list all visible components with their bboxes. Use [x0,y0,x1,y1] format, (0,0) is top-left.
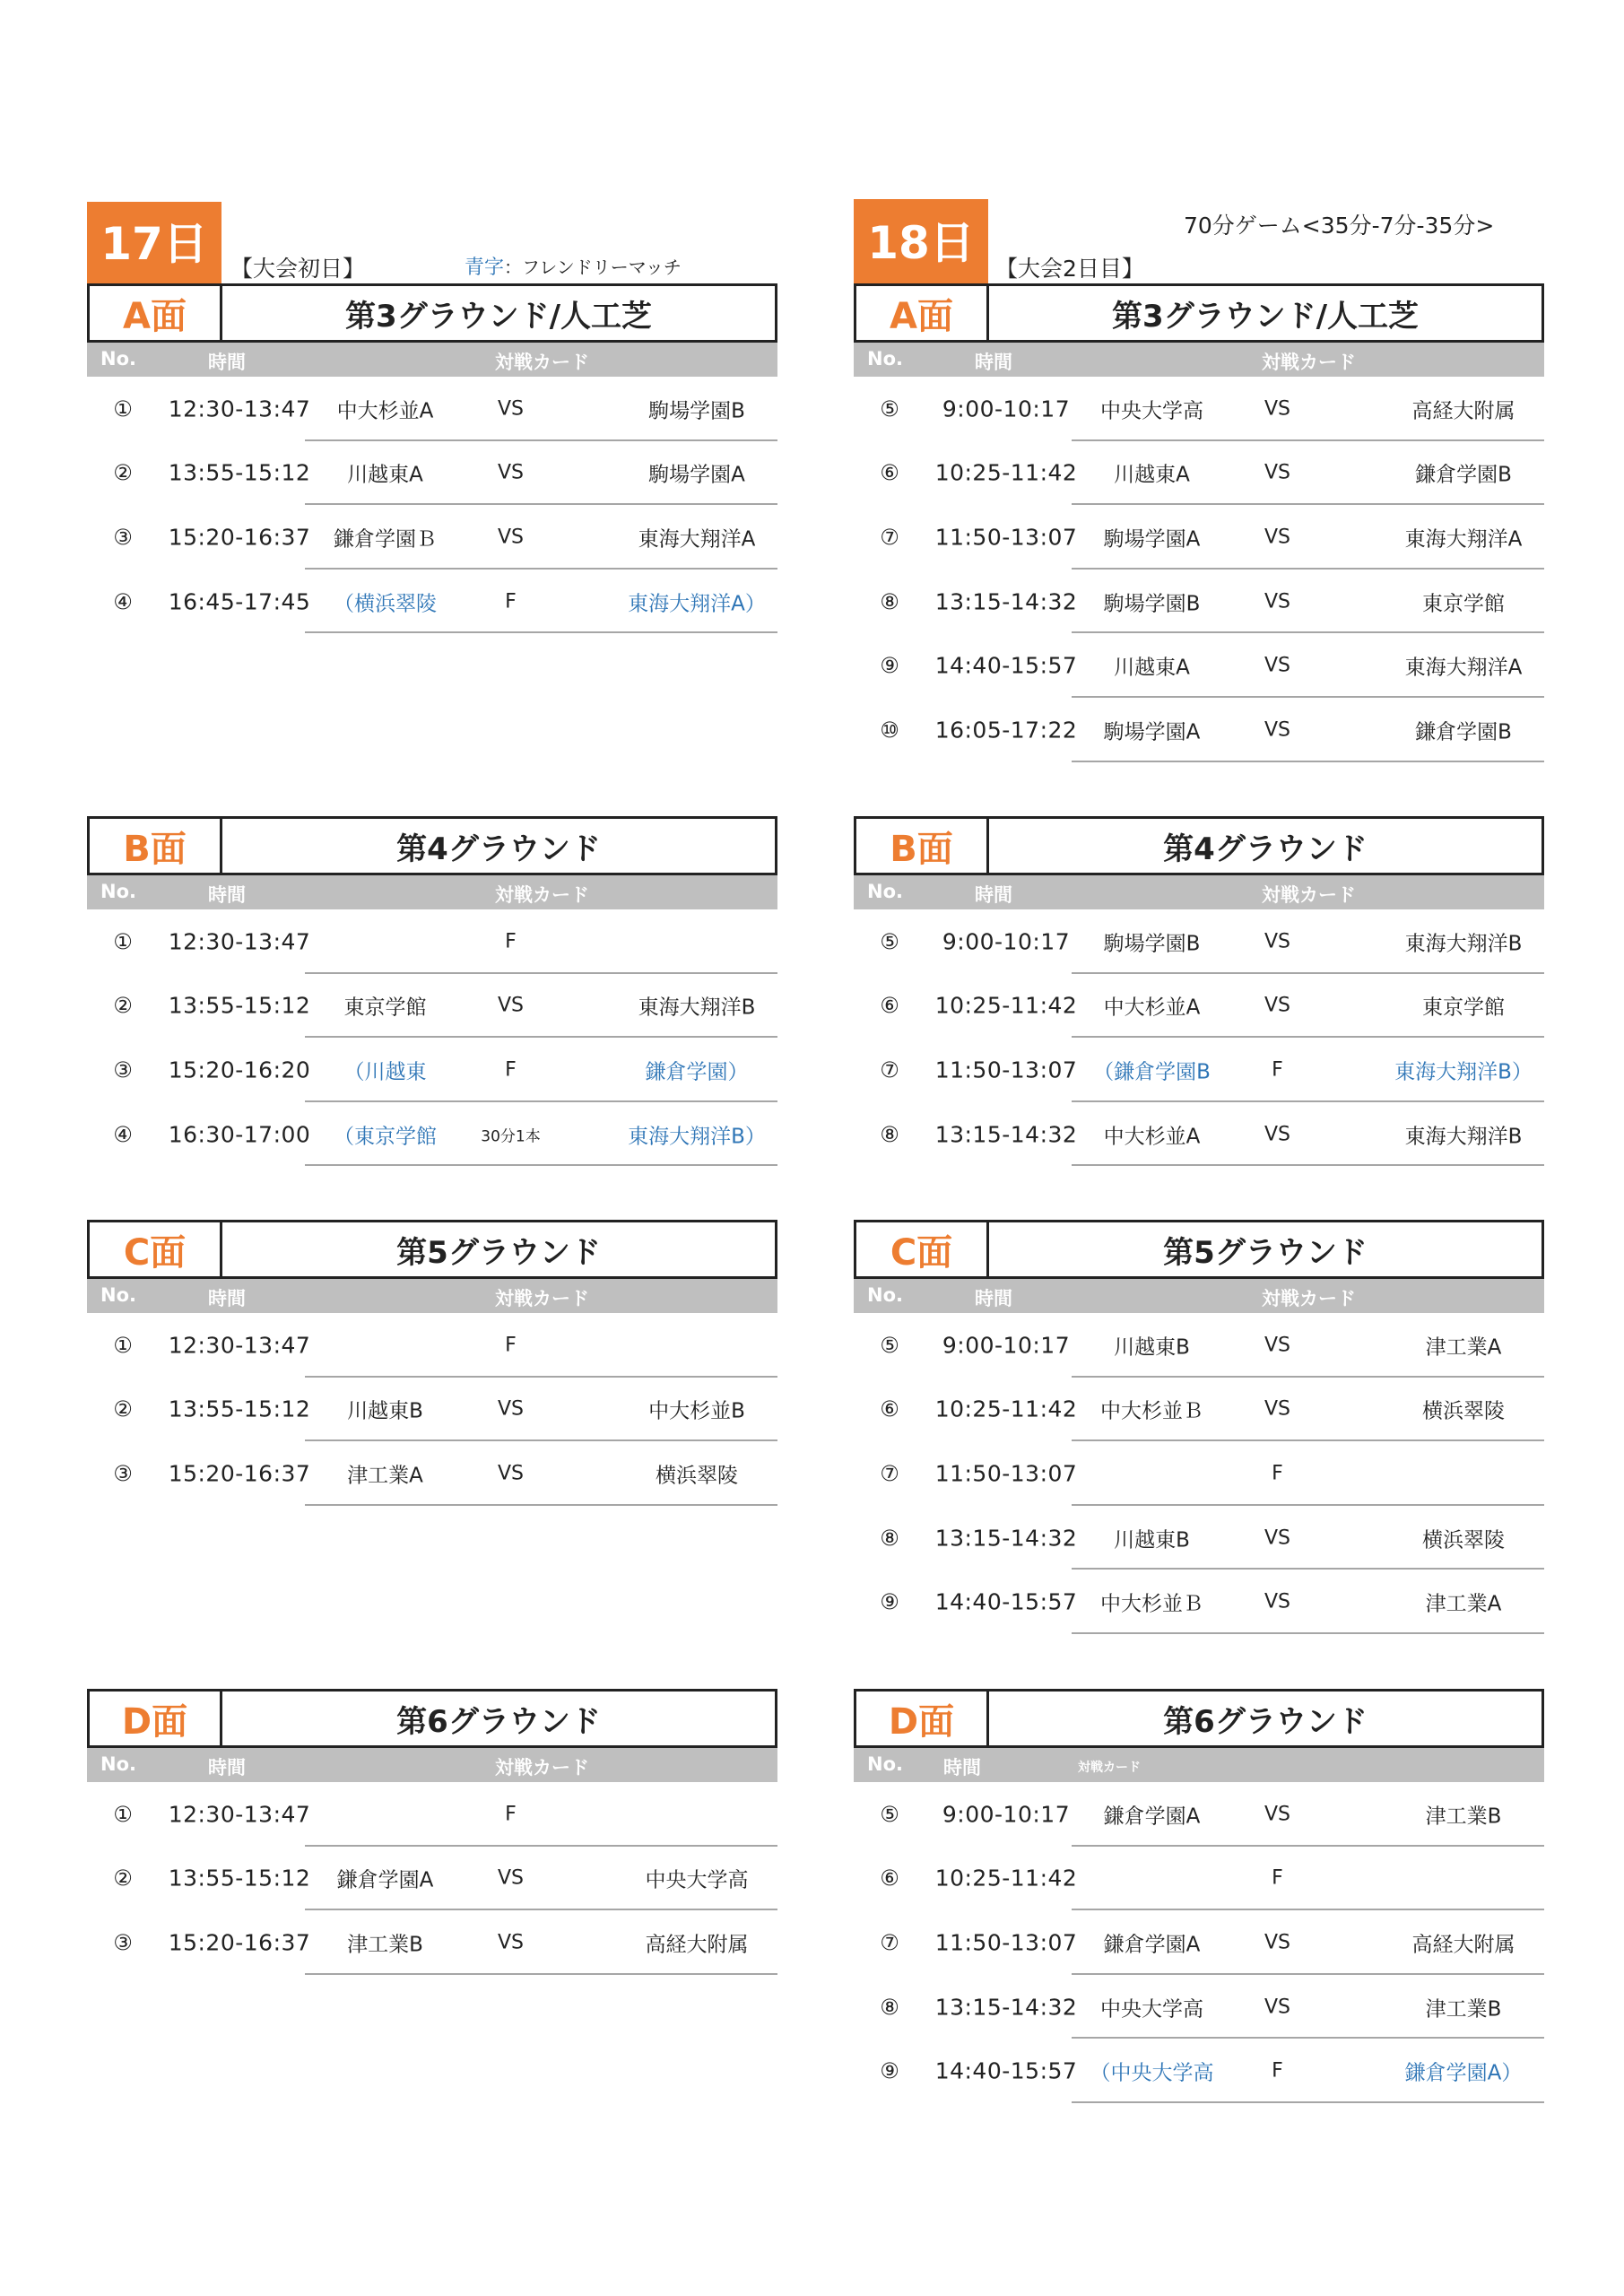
match-type: VS [497,1866,524,1890]
match-time: 11:50-13:07 [934,1057,1078,1083]
match-number: ② [113,993,133,1019]
match-type: F [505,1803,517,1826]
section-header [854,1689,1544,1748]
match-time: 9:00-10:17 [942,1801,1071,1828]
match-row [854,1378,1544,1442]
match-row [854,1975,1544,2039]
column-no: No. [867,348,903,370]
team-away: 東海大翔洋A [1404,527,1523,552]
match-time: 10:25-11:42 [934,1865,1078,1892]
match-time: 15:20-16:37 [168,1460,311,1487]
column-time: 時間 [208,884,246,906]
match-time: 9:00-10:17 [942,928,1071,955]
match-number: ④ [113,588,133,614]
match-type: VS [1264,1526,1290,1550]
match-type: VS [1264,461,1290,484]
column-time: 時間 [208,352,246,373]
team-away: 津工業A [1425,1335,1502,1360]
column-card: 対戦カード [1262,352,1356,373]
match-row [854,441,1544,506]
match-row [854,2039,1544,2103]
section-header [87,1689,777,1748]
match-number: ④ [113,1121,133,1147]
column-header-bar [854,1279,1544,1313]
match-type: VS [1264,654,1290,677]
match-row [854,1910,1544,1975]
ground-name: 第3グラウンド/人工芝 [1111,298,1420,335]
team-away: 鎌倉学園A） [1404,2061,1523,2085]
team-away: 津工業B [1425,1805,1502,1829]
field-face-label: D面 [856,1692,989,1745]
match-number: ⑧ [880,1525,899,1551]
match-row [87,505,777,570]
team-home: 駒場学園B [1103,932,1201,956]
match-type: F [1272,1866,1283,1890]
section-header [854,283,1544,343]
match-row [854,1506,1544,1570]
column-no: No. [867,1753,903,1775]
column-no: No. [100,881,136,902]
team-home: 駒場学園A [1103,720,1201,744]
match-row [87,909,777,974]
ground-name: 第4グラウンド [396,831,601,867]
match-number: ⑤ [880,1332,899,1358]
match-time: 15:20-16:37 [168,524,311,551]
match-type: VS [1264,1590,1290,1613]
field-face-label: B面 [856,819,989,873]
column-header-bar [854,343,1544,377]
row-divider [305,1973,777,1975]
team-home: 川越東B [1114,1335,1190,1360]
match-time: 13:15-14:32 [934,1121,1078,1148]
team-away: 駒場学園A [648,463,745,487]
day2-badge: 18日 [854,199,988,287]
team-home: 中大杉並A [1103,996,1201,1020]
match-time: 15:20-16:37 [168,1929,311,1956]
match-number: ① [113,928,133,954]
column-time: 時間 [975,352,1012,373]
section-header [854,1220,1544,1279]
match-row [854,974,1544,1039]
match-row [87,377,777,441]
section-day1-1 [87,816,777,1166]
match-number: ⑧ [880,1121,899,1147]
team-away: 東海大翔洋A） [628,592,766,616]
match-number: ⑨ [880,653,899,679]
match-time: 14:40-15:57 [934,652,1078,679]
match-time: 9:00-10:17 [942,1332,1071,1359]
column-header-bar [87,875,777,909]
match-type: VS [497,994,524,1017]
team-home: 中大杉並A [336,399,434,423]
team-away: 高経大附属 [1411,399,1515,423]
match-number: ⑥ [880,993,899,1019]
match-time: 14:40-15:57 [934,1588,1078,1615]
match-type: F [1272,2059,1283,2083]
match-row [854,909,1544,974]
match-time: 12:30-13:47 [168,928,311,955]
match-number: ⑩ [880,717,899,743]
team-home: （東京学館 [334,1125,437,1149]
team-home: 鎌倉学園A [336,1868,434,1892]
section-header [87,1220,777,1279]
column-card: 対戦カード [1078,1761,1141,1775]
team-away: 高経大附属 [645,1933,749,1957]
match-number: ③ [113,524,133,550]
team-away: 東海大翔洋A [1404,656,1523,680]
match-time: 11:50-13:07 [934,1460,1078,1487]
match-time: 15:20-16:20 [168,1057,311,1083]
match-type: VS [1264,930,1290,953]
match-row [854,698,1544,762]
team-home: 川越東A [1114,656,1190,680]
match-row [87,1847,777,1911]
match-number: ⑤ [880,928,899,954]
match-row [854,377,1544,441]
match-type: VS [497,526,524,549]
match-row [87,1910,777,1975]
match-type: VS [497,1931,524,1954]
column-card: 対戦カード [1262,884,1356,906]
field-face-label: A面 [90,286,222,340]
section-day1-0 [87,283,777,633]
match-row [854,1782,1544,1847]
column-time: 時間 [975,1288,1012,1309]
match-number: ⑦ [880,1057,899,1083]
match-type: F [505,590,517,613]
match-row [87,1782,777,1847]
section-day2-3 [854,1689,1544,2103]
column-card: 対戦カード [1262,1288,1356,1309]
team-away: 東海大翔洋B [1404,932,1523,956]
column-header-bar [854,1748,1544,1782]
field-face-label: A面 [856,286,989,340]
section-day2-1 [854,816,1544,1166]
team-away: 東海大翔洋B [1404,1125,1523,1149]
section-header [87,283,777,343]
match-number: ⑤ [880,1801,899,1827]
match-number: ② [113,460,133,486]
match-row [854,1570,1544,1634]
match-time: 11:50-13:07 [934,1929,1078,1956]
team-home: 中央大学高 [1100,1997,1203,2022]
team-away: 東海大翔洋B） [1394,1060,1533,1084]
team-home: （鎌倉学園B [1093,1060,1211,1084]
team-home: 中大杉並A [1103,1125,1201,1149]
team-home: 津工業A [347,1464,423,1488]
team-home: 鎌倉学園A [1103,1933,1201,1957]
match-number: ① [113,396,133,422]
match-type: VS [1264,1123,1290,1146]
match-number: ⑥ [880,1396,899,1422]
ground-name: 第5グラウンド [396,1234,601,1271]
match-time: 13:55-15:12 [168,1396,311,1422]
match-type: VS [497,1462,524,1485]
column-time: 時間 [975,884,1012,906]
match-type: VS [1264,718,1290,742]
match-type: F [505,1058,517,1082]
team-home: 川越東B [1114,1528,1190,1552]
team-away: 東京学館 [1422,592,1505,616]
row-divider [1072,2101,1544,2103]
section-header [854,816,1544,875]
match-type: VS [1264,994,1290,1017]
day1-subtitle: 【大会初日】 [230,256,366,282]
match-type: VS [1264,397,1290,421]
match-number: ③ [113,1929,133,1955]
match-time: 13:55-15:12 [168,459,311,486]
ground-name: 第6グラウンド [396,1703,601,1740]
match-number: ③ [113,1057,133,1083]
team-away: 鎌倉学園） [645,1060,749,1084]
match-number: ⑦ [880,1460,899,1486]
match-number: ⑨ [880,2058,899,2084]
match-number: ② [113,1396,133,1422]
column-time: 時間 [208,1288,246,1309]
field-face-label: C面 [90,1222,222,1276]
day2-subtitle: 【大会2日目】 [995,256,1144,282]
team-home: 駒場学園A [1103,527,1201,552]
match-number: ⑦ [880,524,899,550]
team-away: 中大杉並B [648,1399,745,1423]
ground-name: 第5グラウンド [1163,1234,1368,1271]
ground-name: 第6グラウンド [1163,1703,1368,1740]
match-type: VS [1264,1334,1290,1357]
match-row [854,505,1544,570]
team-home: 中央大学高 [1100,399,1203,423]
match-row [87,441,777,506]
team-home: 中大杉並Ｂ [1100,1592,1203,1616]
section-day1-2 [87,1220,777,1506]
match-number: ② [113,1866,133,1892]
team-home: 川越東A [347,463,423,487]
match-number: ⑧ [880,1994,899,2020]
team-away: 横浜翠陵 [1422,1528,1505,1552]
match-row [87,1313,777,1378]
column-no: No. [100,348,136,370]
team-away: 東海大翔洋B [638,996,756,1020]
team-home: 中大杉並Ｂ [1100,1399,1203,1423]
match-number: ⑥ [880,460,899,486]
team-away: 中央大学高 [645,1868,749,1892]
match-time: 13:55-15:12 [168,992,311,1019]
column-no: No. [100,1753,136,1775]
match-type: VS [497,1397,524,1421]
column-time: 時間 [943,1757,981,1779]
team-home: 川越東A [1114,463,1190,487]
team-away: 東京学館 [1422,996,1505,1020]
column-header-bar [87,1748,777,1782]
match-time: 13:55-15:12 [168,1865,311,1892]
match-time: 10:25-11:42 [934,459,1078,486]
match-row [854,1038,1544,1102]
team-away: 鎌倉学園B [1415,720,1512,744]
team-away: 横浜翠陵 [1422,1399,1505,1423]
match-row [87,1102,777,1167]
match-type: VS [1264,1397,1290,1421]
match-number: ⑥ [880,1866,899,1892]
match-time: 11:50-13:07 [934,524,1078,551]
match-time: 13:15-14:32 [934,1525,1078,1552]
team-home: 駒場学園B [1103,592,1201,616]
match-row [854,1441,1544,1506]
team-home: 鎌倉学園A [1103,1805,1201,1829]
field-face-label: C面 [856,1222,989,1276]
column-card: 対戦カード [495,1288,589,1309]
row-divider [305,1164,777,1166]
ground-name: 第4グラウンド [1163,831,1368,867]
match-time: 12:30-13:47 [168,1332,311,1359]
match-time: 12:30-13:47 [168,1801,311,1828]
team-home: （中央大学高 [1090,2061,1214,2085]
match-time: 13:15-14:32 [934,588,1078,615]
match-time: 12:30-13:47 [168,396,311,422]
column-no: No. [867,881,903,902]
team-home: 東京学館 [343,996,427,1020]
match-number: ⑦ [880,1929,899,1955]
field-face-label: D面 [90,1692,222,1745]
column-card: 対戦カード [495,884,589,906]
legend-blue-text: 青字 [465,257,505,279]
match-row [854,1102,1544,1167]
match-row [854,633,1544,698]
section-day1-3 [87,1689,777,1975]
match-type: VS [1264,1803,1290,1826]
match-type: F [1272,1058,1283,1082]
match-time: 16:05-17:22 [934,717,1078,744]
team-away: 津工業B [1425,1997,1502,2022]
day1-badge: 17日 [87,202,221,287]
match-number: ③ [113,1460,133,1486]
column-time: 時間 [208,1757,246,1779]
match-type: 30分1本 [481,1127,541,1146]
match-time: 10:25-11:42 [934,1396,1078,1422]
ground-name: 第3グラウンド/人工芝 [344,298,653,335]
column-card: 対戦カード [495,1757,589,1779]
match-number: ⑨ [880,1589,899,1615]
match-type: F [505,1334,517,1357]
match-type: VS [1264,1931,1290,1954]
row-divider [305,631,777,633]
row-divider [1072,1632,1544,1634]
team-home: （横浜翠陵 [334,592,437,616]
team-away: 津工業A [1425,1592,1502,1616]
friendly-legend [465,252,682,280]
match-time: 14:40-15:57 [934,2057,1078,2084]
team-away: 駒場学園B [648,399,745,423]
match-number: ⑧ [880,588,899,614]
column-header-bar [854,875,1544,909]
match-type: F [505,930,517,953]
match-type: F [1272,1462,1283,1485]
match-number: ① [113,1332,133,1358]
match-row [854,1847,1544,1911]
match-type: VS [497,397,524,421]
team-away: 横浜翠陵 [656,1464,738,1488]
section-day2-0 [854,283,1544,762]
match-row [87,1441,777,1506]
match-time: 13:15-14:32 [934,1994,1078,2021]
legend-text: ：フレンドリーマッチ [504,257,682,278]
match-time: 16:30-17:00 [168,1121,311,1148]
section-header [87,816,777,875]
team-home: 川越東B [347,1399,423,1423]
match-type: VS [1264,526,1290,549]
team-away: 高経大附属 [1411,1933,1515,1957]
match-row [854,570,1544,634]
column-no: No. [867,1284,903,1306]
section-day2-2 [854,1220,1544,1634]
match-number: ① [113,1801,133,1827]
match-time: 16:45-17:45 [168,588,311,615]
team-home: 鎌倉学園Ｂ [334,527,437,552]
match-row [854,1313,1544,1378]
match-type: VS [497,461,524,484]
team-away: 鎌倉学園B [1415,463,1512,487]
game-format-note: 70分ゲーム<35分-7分-35分> [1184,213,1495,239]
match-type: VS [1264,590,1290,613]
team-home: （川越東 [343,1060,427,1084]
match-time: 9:00-10:17 [942,396,1071,422]
match-row [87,1038,777,1102]
team-away: 東海大翔洋A [638,527,756,552]
match-number: ⑤ [880,396,899,422]
match-row [87,974,777,1039]
row-divider [1072,761,1544,762]
field-face-label: B面 [90,819,222,873]
column-header-bar [87,1279,777,1313]
column-no: No. [100,1284,136,1306]
match-time: 10:25-11:42 [934,992,1078,1019]
row-divider [1072,1164,1544,1166]
match-row [87,1378,777,1442]
column-header-bar [87,343,777,377]
column-card: 対戦カード [495,352,589,373]
row-divider [305,1504,777,1506]
match-row [87,570,777,634]
match-type: VS [1264,1996,1290,2019]
team-away: 東海大翔洋B） [628,1125,766,1149]
team-home: 津工業B [347,1933,423,1957]
